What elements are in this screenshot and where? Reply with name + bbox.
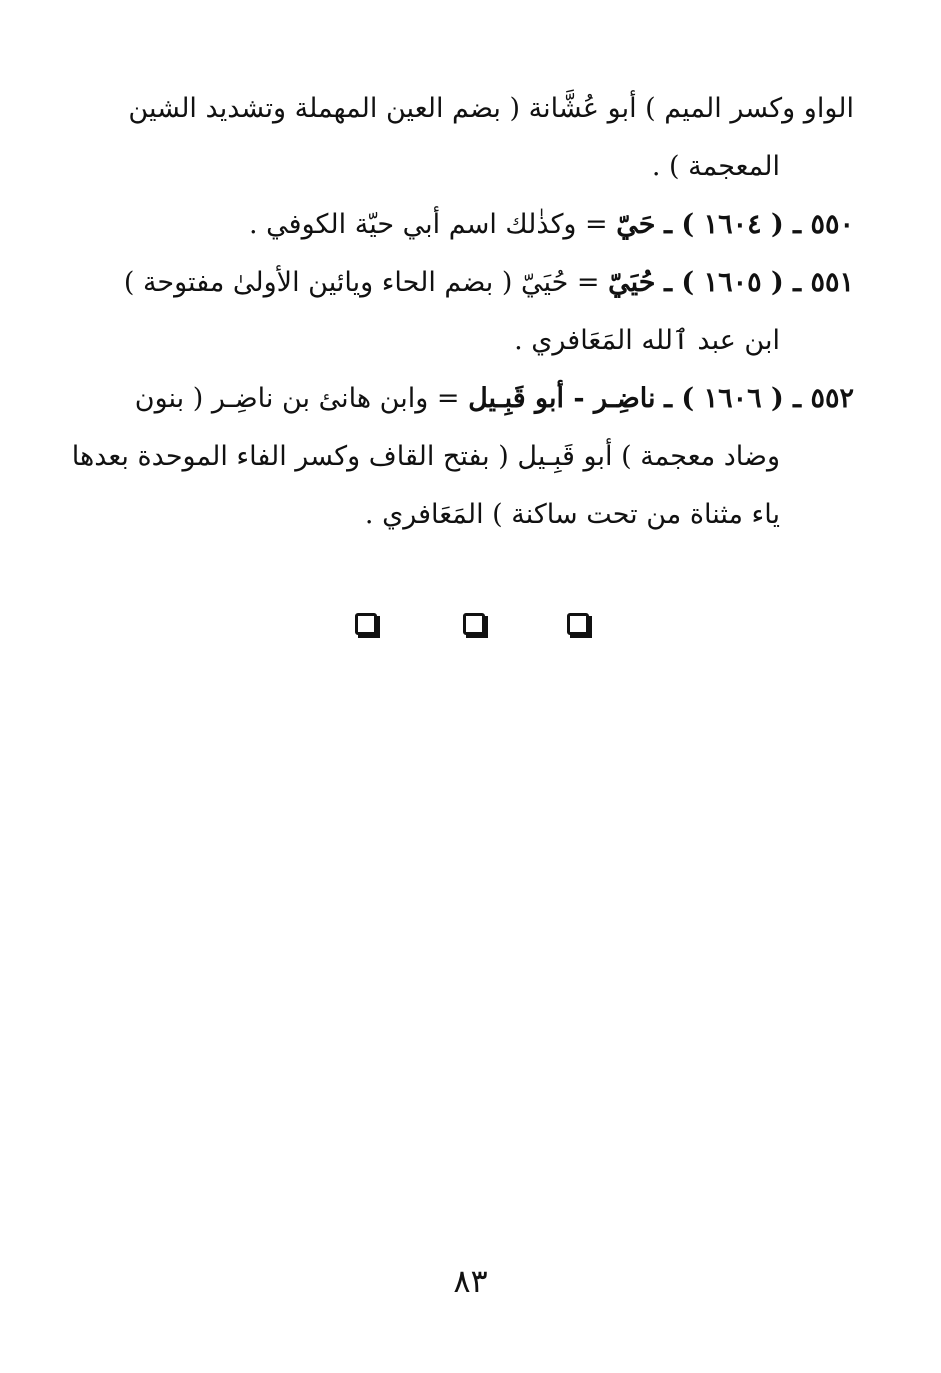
entry-551 bbox=[108, 254, 854, 312]
entry-551-text: = حُيَيّ ( بضم الحاء ويائين الأولىٰ مفتوحة ) bbox=[123, 267, 600, 298]
entry-551-line-2: ابن عبد ٱلله المَعَافري . bbox=[514, 325, 780, 356]
page-number: ٨٣ bbox=[453, 1262, 488, 1300]
section-divider bbox=[355, 613, 595, 645]
entry-552-text: = وابن هانئ بن ناضِـر ( بنون bbox=[134, 383, 460, 414]
entry-550-name: حَيّ bbox=[616, 209, 656, 240]
continuation-line-2: المعجمة ) . bbox=[651, 151, 780, 182]
entry-550-number: ٥٥٠ ـ ( ١٦٠٤ ) ـ bbox=[664, 209, 854, 240]
entry-550 bbox=[108, 196, 854, 254]
entry-551-number: ٥٥١ ـ ( ١٦٠٥ ) ـ bbox=[664, 267, 854, 298]
entry-550-text: = وكذٰلك اسم أبي حيّة الكوفي . bbox=[249, 209, 608, 240]
square-ornament-icon bbox=[567, 613, 589, 635]
square-ornament-icon bbox=[355, 613, 377, 635]
entry-552-line-3: ياء مثناة من تحت ساكنة ) المَعَافري . bbox=[364, 499, 780, 530]
entries-block bbox=[71, 80, 854, 544]
square-ornament-icon bbox=[463, 613, 485, 635]
entry-552-number: ٥٥٢ ـ ( ١٦٠٦ ) ـ bbox=[664, 383, 854, 414]
continuation-line-1: الواو وكسر الميم ) أبو عُشَّانة ( بضم العين المهملة وتشديد الشين bbox=[128, 93, 854, 124]
entry-552 bbox=[108, 370, 854, 428]
entry-551-name: حُيَيّ bbox=[608, 267, 656, 298]
entry-552-name: ناضِـر - أبو قَبِـيل bbox=[468, 383, 656, 414]
entry-552-line-2: وضاد معجمة ) أبو قَبِـيل ( بفتح القاف وكسر الفاء الموحدة بعدها bbox=[71, 441, 780, 472]
